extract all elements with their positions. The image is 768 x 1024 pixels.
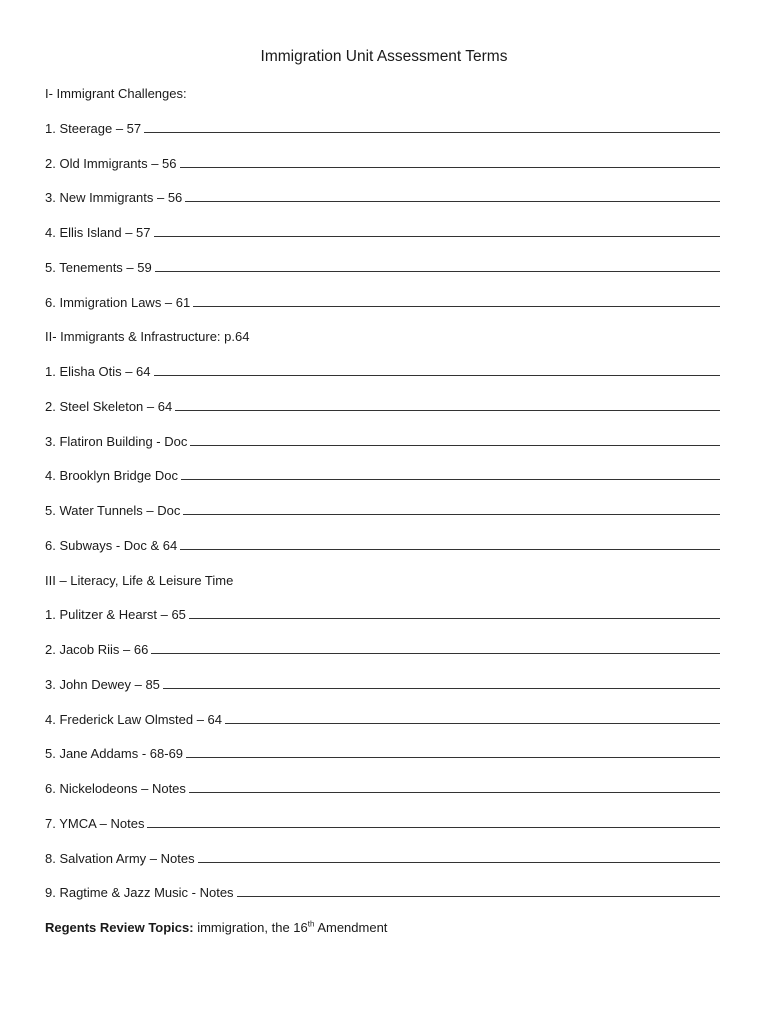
term-label: 4. Frederick Law Olmsted – 64 — [45, 711, 223, 727]
regents-review-text: immigration, the 16 — [193, 920, 308, 935]
term-label: 2. Jacob Riis – 66 — [45, 642, 149, 657]
term-row — [45, 468, 720, 503]
term-label: 6. Subways - Doc & 64 — [45, 537, 178, 553]
term-label: 1. Steerage – 57 — [45, 120, 142, 136]
answer-line[interactable] — [190, 434, 720, 446]
term-label: 3. John Dewey – 85 — [45, 676, 160, 692]
answer-line[interactable] — [180, 538, 720, 550]
term-label: 2. Steel Skeleton – 64 — [45, 398, 173, 414]
term-row — [45, 885, 720, 920]
answer-line[interactable] — [225, 712, 720, 724]
term-row — [45, 642, 720, 677]
term-label: 2. Old Immigrants – 56 — [45, 155, 177, 171]
section-heading: III – Literacy, Life & Leisure Time — [45, 572, 234, 588]
term-label: 5. Water Tunnels – Doc — [45, 503, 181, 518]
answer-line[interactable] — [155, 260, 720, 272]
term-row — [45, 607, 720, 642]
term-row — [45, 677, 720, 712]
term-label: 3. New Immigrants – 56 — [45, 190, 183, 206]
term-label: 5. Jane Addams - 68-69 — [45, 746, 184, 762]
term-label: 5. Tenements – 59 — [45, 259, 152, 275]
term-row — [45, 295, 720, 330]
section-heading: II- Immigrants & Infrastructure: p.64 — [45, 329, 250, 345]
answer-line[interactable] — [154, 364, 721, 376]
answer-line[interactable] — [189, 607, 720, 619]
term-row — [45, 781, 720, 816]
term-row — [45, 190, 720, 225]
term-row — [45, 816, 720, 851]
regents-review-note — [45, 920, 720, 955]
term-label: 4. Brooklyn Bridge Doc — [45, 468, 178, 484]
page-title: Immigration Unit Assessment Terms — [260, 48, 508, 65]
section-heading: I- Immigrant Challenges: — [45, 86, 187, 101]
answer-line[interactable] — [163, 677, 720, 689]
answer-line[interactable] — [193, 295, 720, 307]
answer-line[interactable] — [183, 503, 720, 515]
terms-list — [45, 86, 720, 955]
answer-line[interactable] — [189, 781, 720, 793]
answer-line[interactable] — [181, 468, 720, 480]
term-label: 1. Elisha Otis – 64 — [45, 364, 151, 379]
term-label: 4. Ellis Island – 57 — [45, 225, 151, 240]
term-row — [45, 364, 720, 399]
answer-line[interactable] — [180, 156, 721, 168]
answer-line[interactable] — [198, 851, 720, 863]
answer-line[interactable] — [154, 225, 720, 237]
answer-line[interactable] — [175, 399, 720, 411]
answer-line[interactable] — [147, 816, 720, 828]
regents-review-label: Regents Review Topics: — [45, 920, 194, 935]
term-row — [45, 399, 720, 434]
answer-line[interactable] — [185, 190, 720, 202]
regents-review-tail: Amendment — [314, 920, 388, 935]
term-label: 7. YMCA – Notes — [45, 815, 145, 831]
term-row — [45, 121, 720, 156]
answer-line[interactable] — [151, 642, 720, 654]
term-label: 9. Ragtime & Jazz Music - Notes — [45, 885, 234, 901]
term-row — [45, 225, 720, 260]
term-row — [45, 503, 720, 538]
term-row — [45, 260, 720, 295]
term-label: 6. Immigration Laws – 61 — [45, 294, 191, 310]
term-row — [45, 712, 720, 747]
term-label: 8. Salvation Army – Notes — [45, 850, 195, 866]
term-row — [45, 156, 720, 191]
term-row — [45, 746, 720, 781]
term-label: 6. Nickelodeons – Notes — [45, 781, 186, 796]
term-row — [45, 851, 720, 886]
term-label: 3. Flatiron Building - Doc — [45, 433, 188, 449]
term-label: 1. Pulitzer & Hearst – 65 — [45, 607, 186, 623]
ordinal-suffix: th — [307, 919, 315, 929]
term-row — [45, 538, 720, 573]
answer-line[interactable] — [237, 885, 720, 897]
answer-line[interactable] — [186, 746, 720, 758]
term-row — [45, 434, 720, 469]
answer-line[interactable] — [144, 121, 720, 133]
